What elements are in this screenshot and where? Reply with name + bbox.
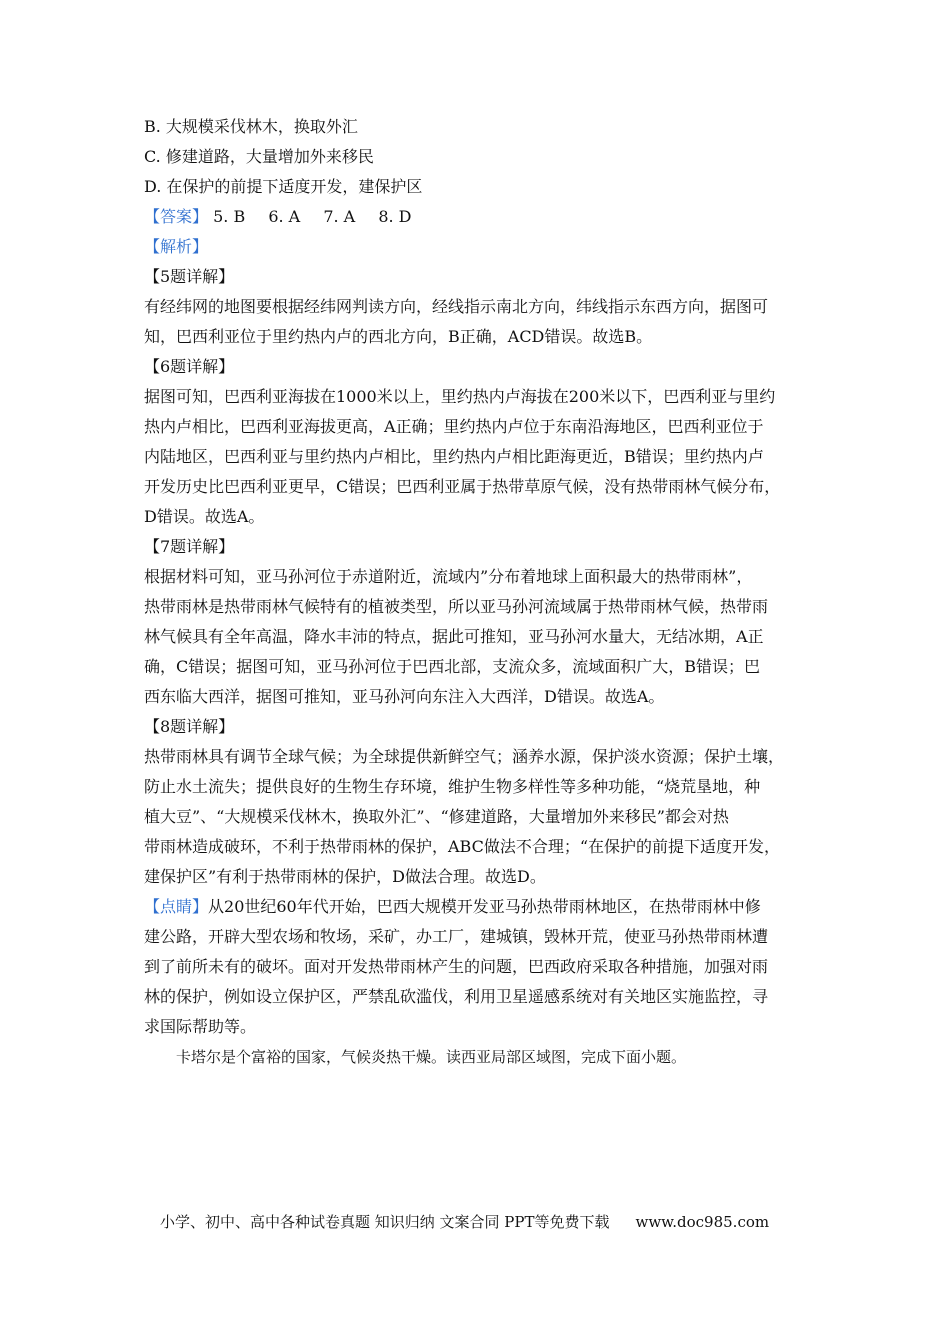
q8-text-line: 植大豆”、“大规模采伐林木，换取外汇”、“修建道路，大量增加外来移民”都会对热 — [144, 807, 729, 826]
highlight-text-line: 到了前所未有的破坏。面对开发热带雨林产生的问题，巴西政府采取各种措施，加强对雨 — [144, 957, 769, 976]
q6-text-line: 热内卢相比，巴西利亚海拔更高，A正确；里约热内卢位于东南沿海地区，巴西利亚位于 — [144, 417, 764, 436]
answer-item: 6. A — [268, 207, 301, 226]
option-b: B. 大规模采伐林木，换取外汇 — [144, 117, 358, 136]
highlight-tag: 【点睛】 — [144, 897, 209, 916]
page-footer — [160, 1210, 769, 1234]
option-c: C. 修建道路，大量增加外来移民 — [144, 147, 374, 166]
q8-text-line: 带雨林造成破环，不利于热带雨林的保护，ABC做法不合理；“在保护的前提下适度开发， — [144, 837, 781, 856]
q8-text-line: 建保护区”有利于热带雨林的保护，D做法合理。故选D。 — [144, 867, 546, 886]
answer-item: 5. B — [213, 207, 246, 226]
q7-text-line: 根据材料可知，亚马孙河位于赤道附近，流域内”分布着地球上面积最大的热带雨林”， — [144, 567, 753, 586]
q6-heading: 【6题详解】 — [144, 357, 235, 376]
footer-text: 小学、初中、高中各种试卷真题 知识归纳 文案合同 PPT等免费下载 — [160, 1213, 610, 1231]
next-question-stem: 卡塔尔是个富裕的国家，气候炎热干燥。读西亚局部区域图，完成下面小题。 — [176, 1048, 687, 1066]
q5-text-line: 有经纬网的地图要根据经纬网判读方向，经线指示南北方向，纬线指示东西方向，据图可 — [144, 297, 769, 316]
q8-heading: 【8题详解】 — [144, 717, 235, 736]
q5-text-line: 知，巴西利亚位于里约热内卢的西北方向，B正确，ACD错误。故选B。 — [144, 327, 653, 346]
answer-item: 7. A — [323, 207, 356, 226]
highlight-text-line: 建公路，开辟大型农场和牧场，采矿，办工厂，建城镇，毁林开荒，使亚马孙热带雨林遭 — [144, 927, 769, 946]
q7-heading: 【7题详解】 — [144, 537, 235, 556]
highlight-text: 从20世纪60年代开始，巴西大规模开发亚马孙热带雨林地区，在热带雨林中修 — [208, 897, 761, 916]
q6-text-line: 开发历史比巴西利亚更早，C错误；巴西利亚属于热带草原气候，没有热带雨林气候分布， — [144, 477, 781, 496]
q7-text-line: 热带雨林是热带雨林气候特有的植被类型，所以亚马孙河流域属于热带雨林气候，热带雨 — [144, 597, 769, 616]
highlight-text-line: 林的保护，例如设立保护区，严禁乱砍滥伐，利用卫星遥感系统对有关地区实施监控，寻 — [144, 987, 769, 1006]
answer-tag: 【答案】 — [144, 207, 209, 226]
q7-text-line: 林气候具有全年高温，降水丰沛的特点，据此可推知，亚马孙河水量大，无结冰期，A正 — [144, 627, 764, 646]
answer-line — [144, 202, 816, 232]
q5-heading: 【5题详解】 — [144, 267, 235, 286]
answer-item: 8. D — [378, 207, 412, 226]
highlight-text-line: 求国际帮助等。 — [144, 1017, 257, 1036]
footer-url[interactable]: www.doc985.com — [635, 1213, 770, 1231]
q7-text-line: 确，C错误；据图可知，亚马孙河位于巴西北部，支流众多，流域面积广大，B错误；巴 — [144, 657, 761, 676]
q6-text-line: 据图可知，巴西利亚海拔在1000米以上，里约热内卢海拔在200米以下，巴西利亚与里约 — [144, 387, 776, 406]
q7-text-line: 西东临大西洋，据图可推知，亚马孙河向东注入大西洋，D错误。故选A。 — [144, 687, 665, 706]
q8-text-line: 热带雨林具有调节全球气候；为全球提供新鲜空气；涵养水源，保护淡水资源；保护土壤， — [144, 747, 785, 766]
q6-text-line: 内陆地区，巴西利亚与里约热内卢相比，里约热内卢相比距海更近，B错误；里约热内卢 — [144, 447, 764, 466]
q6-text-line: D错误。故选A。 — [144, 507, 265, 526]
highlight-first-line — [144, 892, 816, 922]
document-body — [144, 112, 816, 1072]
analysis-tag: 【解析】 — [144, 237, 209, 256]
q8-text-line: 防止水土流失；提供良好的生物生存环境，维护生物多样性等多种功能，“烧荒垦地，种 — [144, 777, 761, 796]
option-d: D. 在保护的前提下适度开发，建保护区 — [144, 177, 423, 196]
